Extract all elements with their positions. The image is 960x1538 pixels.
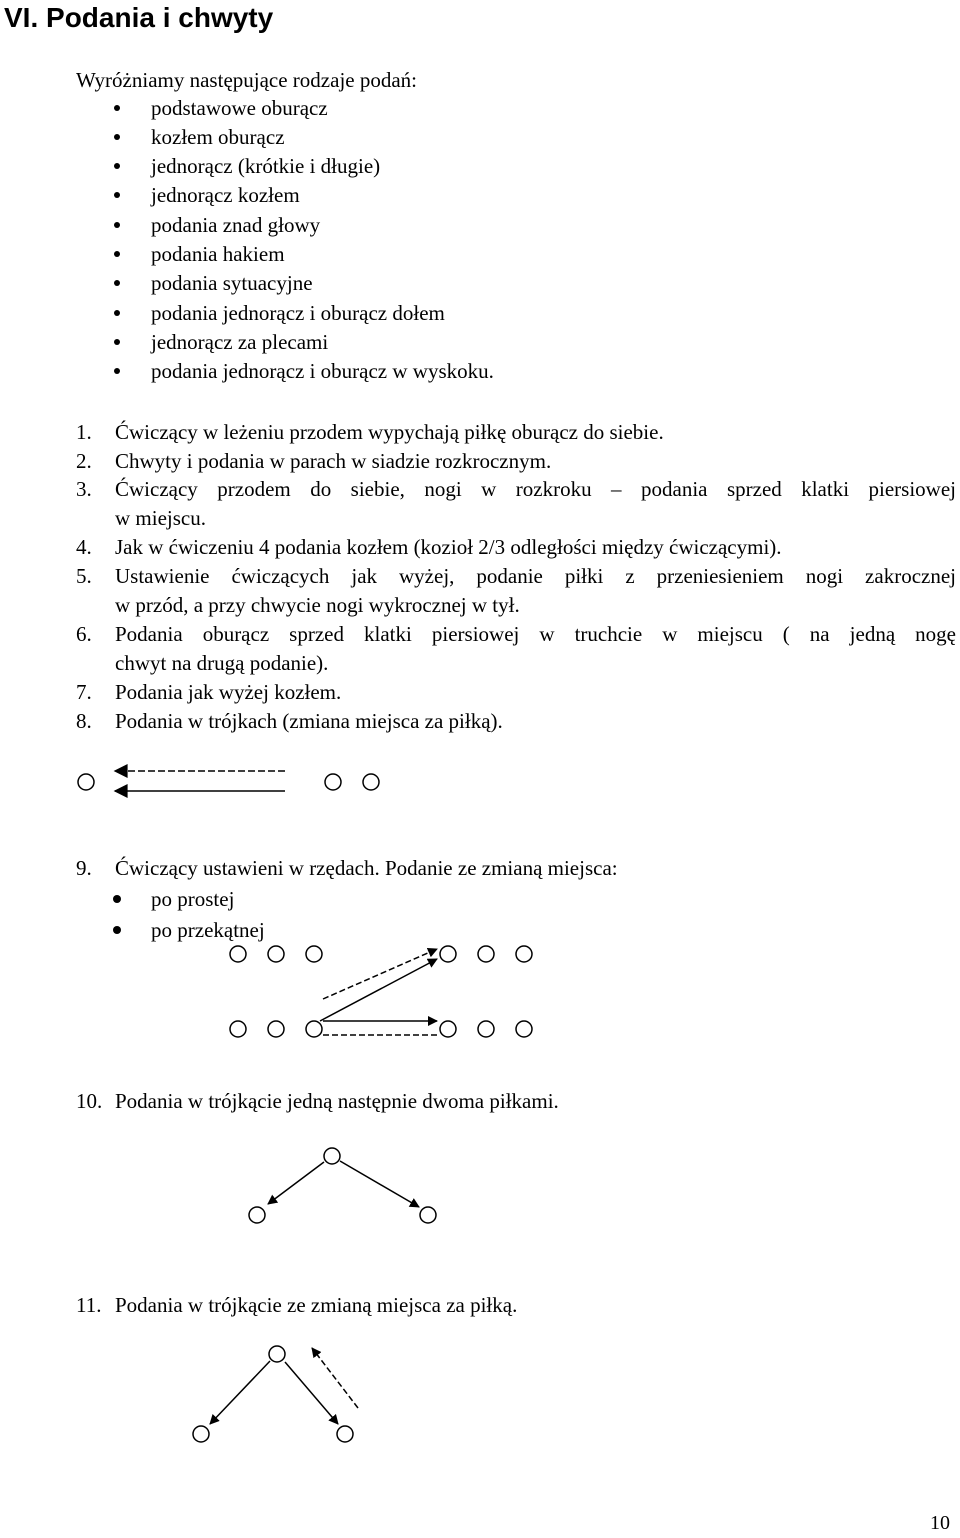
exercise-number: 3. (76, 477, 92, 501)
exercise-9-diagram (0, 935, 960, 1045)
player-icon (193, 1426, 209, 1442)
exercise-text: Podania w trójkącie jedną następnie dwoma piłkami. (115, 1089, 559, 1113)
bullet-icon (114, 368, 120, 374)
player-icon (306, 1021, 322, 1037)
exercise-text: Podania oburącz sprzed klatki piersiowej w truchcie w miejscu ( na jedną nogę (115, 622, 956, 646)
exercise-number: 7. (76, 680, 92, 704)
player-icon (230, 946, 246, 962)
exercise-text: Podania w trójkach (zmiana miejsca za piłką). (115, 709, 503, 733)
exercise-text: Jak w ćwiczeniu 4 podania kozłem (kozioł 2/3 odległości między ćwiczącymi). (115, 535, 782, 559)
bullet-icon (114, 251, 120, 257)
list-item: po prostej (151, 887, 235, 911)
player-icon (324, 1148, 340, 1164)
list-item: podania jednorącz i oburącz dołem (151, 301, 445, 325)
exercise-text: Podania jak wyżej kozłem. (115, 680, 342, 704)
bullet-icon (114, 310, 120, 316)
player-icon (478, 1021, 494, 1037)
player-icon (440, 1021, 456, 1037)
exercise-number: 8. (76, 709, 92, 733)
exercise-number: 9. (76, 856, 92, 880)
bullet-icon (114, 222, 120, 228)
player-icon (420, 1207, 436, 1223)
player-icon (440, 946, 456, 962)
list-item: kozłem oburącz (151, 125, 285, 149)
player-icon (268, 1021, 284, 1037)
bullet-icon (114, 192, 120, 198)
bullet-icon (114, 280, 120, 286)
player-icon (306, 946, 322, 962)
list-item: jednorącz za plecami (151, 330, 329, 354)
player-icon (268, 946, 284, 962)
exercise-text-continued: w przód, a przy chwycie nogi wykrocznej w tył. (115, 593, 520, 617)
exercise-number: 6. (76, 622, 92, 646)
exercise-text: Ćwiczący w leżeniu przodem wypychają piłkę oburącz do siebie. (115, 420, 664, 444)
bullet-icon (114, 163, 120, 169)
exercise-text: Ćwiczący ustawieni w rzędach. Podanie ze zmianą miejsca: (115, 856, 618, 880)
exercise-number: 1. (76, 420, 92, 444)
arrow-icon (210, 1361, 270, 1424)
exercise-10-diagram (0, 1140, 960, 1230)
page-title: VI. Podania i chwyty (4, 2, 274, 33)
player-icon (478, 946, 494, 962)
list-item: jednorącz kozłem (151, 183, 300, 207)
player-icon (249, 1207, 265, 1223)
arrow-icon (268, 1162, 324, 1204)
player-icon (337, 1426, 353, 1442)
exercise-number: 2. (76, 449, 92, 473)
list-item: po przekątnej (151, 918, 265, 942)
list-item: jednorącz (krótkie i długie) (151, 154, 381, 178)
bullet-icon (114, 134, 120, 140)
list-item: podstawowe oburącz (151, 96, 328, 120)
arrow-icon (320, 959, 437, 1021)
exercise-text: Podania w trójkącie ze zmianą miejsca za piłką. (115, 1293, 518, 1317)
exercise-11-diagram (0, 1340, 960, 1450)
exercise-text: Ćwiczący przodem do siebie, nogi w rozkroku – podania sprzed klatki piersiowej (115, 477, 956, 501)
bullet-icon (114, 339, 120, 345)
exercise-8-diagram (0, 755, 960, 815)
dashed-arrow-icon (323, 949, 437, 999)
player-icon (516, 1021, 532, 1037)
bullet-icon (113, 926, 121, 934)
exercise-number: 11. (76, 1293, 102, 1317)
exercise-text: Ustawienie ćwiczących jak wyżej, podanie piłki z przeniesieniem nogi zakrocznej (115, 564, 956, 588)
bullet-icon (113, 895, 121, 903)
player-icon (516, 946, 532, 962)
player-icon (230, 1021, 246, 1037)
arrow-icon (340, 1161, 419, 1207)
player-icon (363, 774, 379, 790)
intro-text: Wyróżniamy następujące rodzaje podań: (76, 68, 418, 92)
exercise-number: 4. (76, 535, 92, 559)
exercise-number: 10. (76, 1089, 103, 1113)
exercise-text-continued: w miejscu. (115, 506, 206, 530)
exercise-number: 5. (76, 564, 92, 588)
list-item: podania jednorącz i oburącz w wyskoku. (151, 359, 494, 383)
player-icon (78, 774, 94, 790)
bullet-icon (114, 105, 120, 111)
exercise-text-continued: chwyt na drugą podanie). (115, 651, 329, 675)
player-icon (325, 774, 341, 790)
list-item: podania znad głowy (151, 213, 321, 237)
page-number: 10 (930, 1512, 950, 1534)
dashed-arrow-icon (312, 1348, 358, 1408)
list-item: podania hakiem (151, 242, 285, 266)
list-item: podania sytuacyjne (151, 271, 313, 295)
player-icon (269, 1346, 285, 1362)
exercise-text: Chwyty i podania w parach w siadzie rozkrocznym. (115, 449, 552, 473)
